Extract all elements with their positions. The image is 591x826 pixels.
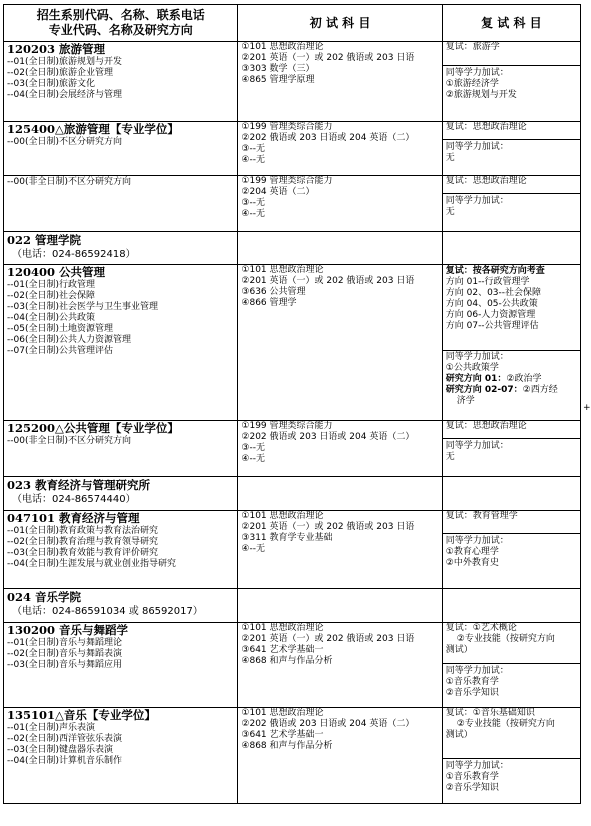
admissions-table <box>3 4 581 804</box>
retest-cell <box>442 176 580 232</box>
direction: --03(全日制)社会医学与卫生事业管理 <box>7 302 158 312</box>
direction: --05(全日制)土地资源管理 <box>7 324 113 334</box>
empty-cell <box>442 589 580 623</box>
equiv-block <box>443 758 580 794</box>
major-cell <box>4 421 238 477</box>
retest-cell <box>442 421 580 477</box>
exam-cell <box>238 265 442 421</box>
equiv-direction-label: 研究方向 01： <box>445 374 507 384</box>
exam-subject: ②204 英语（二） <box>241 187 315 197</box>
direction: --04(全日制)生涯发展与就业创业指导研究 <box>7 559 176 569</box>
school-cell <box>4 589 238 623</box>
empty-cell <box>442 477 580 511</box>
equiv-item: ①教育心理学 <box>445 547 499 557</box>
retest-block <box>443 623 580 663</box>
retest-subject: 复试：①艺术概论 <box>445 623 517 633</box>
exam-cell <box>238 42 442 122</box>
equiv-direction-label: 研究方向 02-07： <box>445 385 523 395</box>
equiv-block <box>443 139 580 164</box>
equiv-item <box>443 385 580 396</box>
retest-cell <box>442 265 580 421</box>
empty-cell <box>238 232 442 265</box>
exam-subject: ④868 和声与作品分析 <box>241 656 333 666</box>
retest-cell <box>442 42 580 122</box>
major-cell <box>4 708 238 804</box>
direction: --04(全日制)计算机音乐制作 <box>7 756 122 766</box>
equiv-block <box>443 663 580 699</box>
major-cell <box>4 511 238 589</box>
equiv-item <box>443 374 580 385</box>
major-cell <box>4 176 238 232</box>
row-music-dance <box>4 623 581 708</box>
school-title: 023 教育经济与管理研究所 <box>7 478 151 492</box>
header-major-line2: 专业代码、名称及研究方向 <box>48 23 193 37</box>
header-initial-exam: 初 试 科 目 <box>238 5 442 42</box>
exam-subject: ①101 思想政治理论 <box>241 623 324 633</box>
exam-subject: ③311 教育学专业基础 <box>241 533 333 543</box>
exam-subject: ①101 思想政治理论 <box>241 42 324 52</box>
exam-subject: ①101 思想政治理论 <box>241 708 324 718</box>
direction: --04(全日制)公共政策 <box>7 313 95 323</box>
exam-subject: ②202 俄语或 203 日语或 204 英语（二） <box>241 133 415 143</box>
exam-subject: ②201 英语（一）或 202 俄语或 203 日语 <box>241 634 415 644</box>
equiv-item: ①旅游经济学 <box>445 79 499 89</box>
direction: --03(全日制)键盘器乐表演 <box>7 745 113 755</box>
equiv-label: 同等学力加试： <box>445 196 509 206</box>
exam-subject: ③--无 <box>241 198 265 208</box>
school-title: 022 管理学院 <box>7 233 82 247</box>
equiv-item: ②旅游规划与开发 <box>445 90 517 100</box>
equiv-label: 同等学力加试： <box>445 536 509 546</box>
retest-subject: 复试：①音乐基础知识 <box>445 708 535 718</box>
direction: --03(全日制)旅游文化 <box>7 79 95 89</box>
equiv-item: ①音乐教育学 <box>445 677 499 687</box>
equiv-label: 同等学力加试： <box>445 761 509 771</box>
retest-cell <box>442 511 580 589</box>
direction: --06(全日制)公共人力资源管理 <box>7 335 131 345</box>
direction: --02(全日制)教育治理与教育领导研究 <box>7 537 158 547</box>
exam-subject: ④866 管理学 <box>241 298 297 308</box>
school-phone: （电话：024-86574440） <box>12 494 136 505</box>
equiv-label: 同等学力加试： <box>445 68 509 78</box>
row-public-admin-pro <box>4 421 581 477</box>
school-phone: （电话：024-86592418） <box>12 249 136 260</box>
direction: --07(全日制)公共管理评估 <box>7 346 113 356</box>
direction: --03(全日制)音乐与舞蹈应用 <box>7 660 122 670</box>
equiv-item-continued: 济学 <box>456 396 475 406</box>
equiv-item: ①公共政策学 <box>445 363 499 373</box>
exam-subject: ②201 英语（一）或 202 俄语或 203 日语 <box>241 276 415 286</box>
equiv-label: 同等学力加试： <box>445 441 509 451</box>
exam-subject: ③636 公共管理 <box>241 287 306 297</box>
row-tourism-pro-parttime <box>4 176 581 232</box>
direction: --01(全日制)旅游规划与开发 <box>7 57 122 67</box>
equiv-label: 同等学力加试： <box>445 666 509 676</box>
exam-subject: ③--无 <box>241 443 265 453</box>
school-title: 024 音乐学院 <box>7 590 82 604</box>
major-title: 047101 教育经济与管理 <box>7 511 140 525</box>
equiv-block <box>443 438 580 463</box>
exam-cell <box>238 122 442 176</box>
equiv-item: 无 <box>445 153 455 163</box>
direction: --01(全日制)音乐与舞蹈理论 <box>7 638 122 648</box>
equiv-block <box>443 193 580 218</box>
equiv-label: 同等学力加试： <box>445 142 509 152</box>
direction: --00(非全日制)不区分研究方向 <box>7 177 131 187</box>
exam-cell <box>238 623 442 708</box>
exam-subject: ④--无 <box>241 544 265 554</box>
retest-subject-cont: 测试） <box>445 730 473 740</box>
retest-subject-cont: 测试） <box>445 645 473 655</box>
major-cell <box>4 265 238 421</box>
major-title: 125400△旅游管理【专业学位】 <box>7 122 179 136</box>
retest-subject: 复试：思想政治理论 <box>445 122 527 132</box>
equiv-item: ②中外教育史 <box>445 558 499 568</box>
equiv-block <box>443 350 580 407</box>
exam-subject: ①199 管理类综合能力 <box>241 176 333 186</box>
row-tourism-pro-fulltime <box>4 122 581 176</box>
exam-subject: ③--无 <box>241 144 265 154</box>
retest-subject: 复试：教育管理学 <box>445 511 518 521</box>
exam-subject: ①199 管理类综合能力 <box>241 421 333 431</box>
direction: --01(全日制)教育政策与教育法治研究 <box>7 526 158 536</box>
direction: --00(非全日制)不区分研究方向 <box>7 436 131 446</box>
retest-direction: 方向 01--行政管理学 <box>445 277 530 287</box>
exam-subject: ①199 管理类综合能力 <box>241 122 333 132</box>
exam-subject: ①101 思想政治理论 <box>241 265 324 275</box>
retest-heading: 复试：按各研究方向考查 <box>445 266 545 276</box>
direction: --00(全日制)不区分研究方向 <box>7 137 122 147</box>
header-major-line1: 招生系别代码、名称、联系电话 <box>36 8 205 22</box>
direction: --01(全日制)行政管理 <box>7 280 95 290</box>
retest-subject: 复试：思想政治理论 <box>445 421 527 431</box>
header-major <box>4 5 238 42</box>
exam-subject: ④--无 <box>241 454 265 464</box>
equiv-subject: ②政治学 <box>506 374 542 384</box>
exam-subject: ③641 艺术学基础一 <box>241 645 324 655</box>
exam-subject: ②202 俄语或 203 日语或 204 英语（二） <box>241 719 415 729</box>
major-title: 130200 音乐与舞蹈学 <box>7 623 129 637</box>
retest-subject: ②专业技能（按研究方向 <box>456 634 555 644</box>
retest-block <box>443 266 580 350</box>
row-school-music <box>4 589 581 623</box>
major-title: 120203 旅游管理 <box>7 42 106 56</box>
retest-direction: 方向 04、05-公共政策 <box>445 299 538 309</box>
retest-subject: ②专业技能（按研究方向 <box>456 719 555 729</box>
retest-cell <box>442 623 580 708</box>
exam-subject: ④--无 <box>241 209 265 219</box>
equiv-item: 无 <box>445 452 455 462</box>
retest-block <box>443 708 580 758</box>
exam-cell <box>238 708 442 804</box>
empty-cell <box>238 589 442 623</box>
exam-subject: ③641 艺术学基础一 <box>241 730 324 740</box>
direction: --03(全日制)教育效能与教育评价研究 <box>7 548 158 558</box>
margin-plus-mark: + <box>583 403 591 413</box>
exam-subject: ④865 管理学原理 <box>241 75 315 85</box>
school-phone: （电话：024-86591034 或 86592017） <box>12 606 203 617</box>
retest-direction: 方向 02、03--社会保障 <box>445 288 542 298</box>
exam-subject: ①101 思想政治理论 <box>241 511 324 521</box>
row-school-management <box>4 232 581 265</box>
equiv-item: ②音乐学知识 <box>445 783 499 793</box>
equiv-item: ②音乐学知识 <box>445 688 499 698</box>
retest-cell <box>442 708 580 804</box>
row-music-pro <box>4 708 581 804</box>
direction: --02(全日制)西洋管弦乐表演 <box>7 734 122 744</box>
direction: --01(全日制)声乐表演 <box>7 723 95 733</box>
retest-direction: 方向 06-人力资源管理 <box>445 310 536 320</box>
exam-subject: ②202 俄语或 203 日语或 204 英语（二） <box>241 432 415 442</box>
empty-cell <box>442 232 580 265</box>
admissions-table-wrapper <box>3 4 581 804</box>
retest-cell <box>442 122 580 176</box>
equiv-item: ①音乐教育学 <box>445 772 499 782</box>
major-title: 135101△音乐【专业学位】 <box>7 708 156 722</box>
major-cell <box>4 42 238 122</box>
equiv-block <box>443 533 580 569</box>
exam-subject: ②201 英语（一）或 202 俄语或 203 日语 <box>241 522 415 532</box>
direction: --02(全日制)社会保障 <box>7 291 95 301</box>
major-cell <box>4 623 238 708</box>
exam-subject: ②201 英语（一）或 202 俄语或 203 日语 <box>241 53 415 63</box>
direction: --02(全日制)旅游企业管理 <box>7 68 113 78</box>
exam-subject: ③303 数学（三） <box>241 64 315 74</box>
row-school-education <box>4 477 581 511</box>
retest-subject: 复试：思想政治理论 <box>445 176 527 186</box>
header-retest: 复 试 科 目 <box>442 5 580 42</box>
school-cell <box>4 477 238 511</box>
major-title: 125200△公共管理【专业学位】 <box>7 421 179 435</box>
equiv-label: 同等学力加试： <box>445 352 509 362</box>
equiv-block <box>443 65 580 101</box>
row-tourism <box>4 42 581 122</box>
exam-cell <box>238 421 442 477</box>
exam-cell <box>238 511 442 589</box>
major-cell <box>4 122 238 176</box>
header-row <box>4 5 581 42</box>
retest-direction: 方向 07--公共管理评估 <box>445 321 539 331</box>
equiv-item: 无 <box>445 207 455 217</box>
exam-subject: ④--无 <box>241 155 265 165</box>
empty-cell <box>238 477 442 511</box>
row-education-management <box>4 511 581 589</box>
direction: --04(全日制)会展经济与管理 <box>7 90 122 100</box>
direction: --02(全日制)音乐与舞蹈表演 <box>7 649 122 659</box>
retest-subject: 复试：旅游学 <box>445 42 500 52</box>
exam-subject: ④868 和声与作品分析 <box>241 741 333 751</box>
school-cell <box>4 232 238 265</box>
exam-cell <box>238 176 442 232</box>
row-public-admin <box>4 265 581 421</box>
equiv-subject: ②西方经 <box>522 385 558 395</box>
major-title: 120400 公共管理 <box>7 265 106 279</box>
